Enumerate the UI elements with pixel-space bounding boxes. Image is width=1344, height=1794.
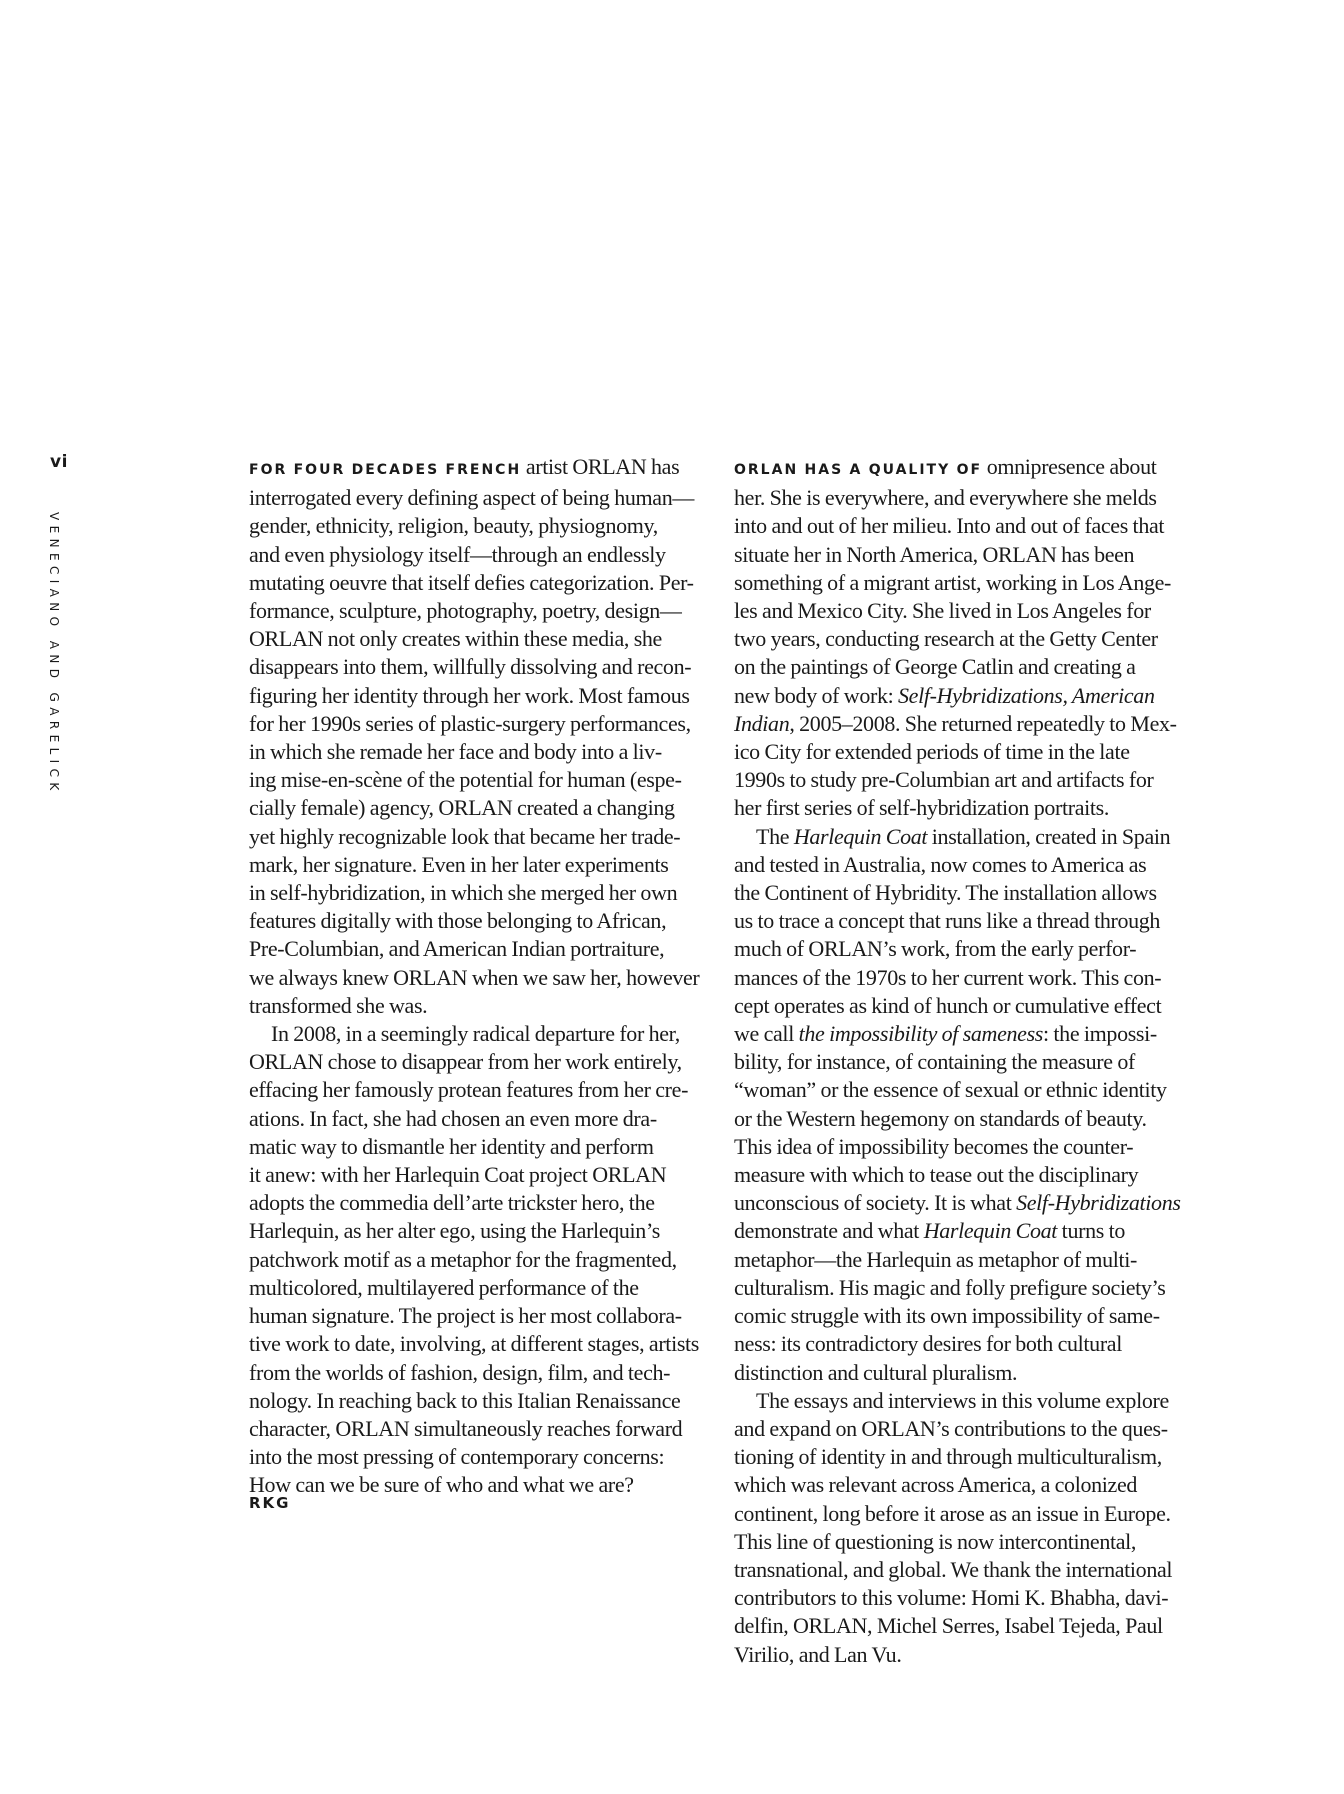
text-line: The essays and interviews in this volume explore <box>756 1387 1169 1413</box>
text-line: and expand on ORLAN’s contributions to the ques- <box>734 1415 1168 1441</box>
text-line: us to trace a concept that runs like a thread through <box>734 908 1161 934</box>
italic-title: Self-Hybridizations, American <box>898 682 1155 708</box>
page-number: vi <box>50 452 68 472</box>
text-line: delfin, ORLAN, Michel Serres, Isabel Tejeda, Paul <box>734 1613 1163 1639</box>
text-line: unconscious of society. It is what Self-Hybridizations <box>734 1190 1181 1216</box>
text-line: ing mise-en-scène of the potential for human (espe- <box>249 767 682 793</box>
text-line: Virilio, and Lan Vu. <box>734 1641 902 1667</box>
text-line: ORLAN chose to disappear from her work entirely, <box>249 1049 682 1075</box>
text-line: interrogated every defining aspect of being human— <box>249 485 695 511</box>
text-line: How can we be sure of who and what we are? <box>249 1472 634 1498</box>
lead-in-smallcaps: ORLAN HAS A QUALITY OF <box>734 462 983 478</box>
text-line: FOR FOUR DECADES FRENCH artist ORLAN has <box>249 454 680 479</box>
text-line: disappears into them, willfully dissolving and recon- <box>249 654 692 680</box>
text-line: cially female) agency, ORLAN created a changing <box>249 795 675 821</box>
text-line: metaphor—the Harlequin as metaphor of multi- <box>734 1246 1138 1272</box>
italic-title: Harlequin Coat <box>923 1218 1058 1244</box>
text-line: something of a migrant artist, working in Los Ange- <box>734 569 1172 595</box>
text-line: effacing her famously protean features from her cre- <box>249 1077 689 1103</box>
text-line: matic way to dismantle her identity and perform <box>249 1133 654 1159</box>
text-line: character, ORLAN simultaneously reaches forward <box>249 1415 683 1441</box>
text-line: ico City for extended periods of time in the late <box>734 739 1130 765</box>
text-line: ORLAN not only creates within these media, she <box>249 626 662 652</box>
text-line: continent, long before it arose as an issue in Europe. <box>734 1500 1171 1526</box>
text-line: The Harlequin Coat installation, created in Spain <box>756 823 1171 849</box>
running-head: VENECIANO AND GARELICK <box>47 512 61 796</box>
text-line: we call the impossibility of sameness: the impossi- <box>734 1021 1157 1047</box>
author-initials: RKG <box>249 1494 291 1512</box>
text-line: into and out of her milieu. Into and out of faces that <box>734 513 1165 539</box>
text-line: Harlequin, as her alter ego, using the Harlequin’s <box>249 1218 660 1244</box>
text-line: nology. In reaching back to this Italian Renaissance <box>249 1387 681 1413</box>
italic-title: Self-Hybridizations <box>1016 1190 1181 1216</box>
text-line: In 2008, in a seemingly radical departure for her, <box>271 1021 680 1047</box>
text-line: measure with which to tease out the disciplinary <box>734 1162 1139 1188</box>
text-line: which was relevant across America, a colonized <box>734 1472 1138 1498</box>
text-line: much of ORLAN’s work, from the early perfor- <box>734 936 1137 962</box>
text-line: in self-hybridization, in which she merged her own <box>249 880 678 906</box>
text-line: patchwork motif as a metaphor for the fragmented, <box>249 1246 677 1272</box>
text-line: contributors to this volume: Homi K. Bhabha, davi- <box>734 1585 1169 1611</box>
text-line: Pre-Columbian, and American Indian portraiture, <box>249 936 665 962</box>
text-line: demonstrate and what Harlequin Coat turns to <box>734 1218 1125 1244</box>
text-line: or the Western hegemony on standards of beauty. <box>734 1105 1147 1131</box>
text-line: adopts the commedia dell’arte trickster hero, the <box>249 1190 655 1216</box>
text-line: This line of questioning is now intercontinental, <box>734 1528 1137 1554</box>
text-line: yet highly recognizable look that became her trade- <box>249 823 681 849</box>
text-line: on the paintings of George Catlin and creating a <box>734 654 1136 680</box>
text-line: distinction and cultural pluralism. <box>734 1359 1018 1385</box>
text-line: ORLAN HAS A QUALITY OF omnipresence about <box>734 454 1157 479</box>
text-line: mark, her signature. Even in her later experiments <box>249 851 669 877</box>
text-line: bility, for instance, of containing the measure of <box>734 1049 1135 1075</box>
text-line: the Continent of Hybridity. The installation allows <box>734 880 1157 906</box>
text-line: situate her in North America, ORLAN has been <box>734 541 1135 567</box>
text-line: “woman” or the essence of sexual or ethnic identity <box>734 1077 1167 1103</box>
text-line: we always knew ORLAN when we saw her, however <box>249 964 700 990</box>
text-line: tioning of identity in and through multiculturalism, <box>734 1444 1162 1470</box>
text-line: cept operates as kind of hunch or cumulative effect <box>734 992 1162 1018</box>
text-line: comic struggle with its own impossibility of same- <box>734 1303 1160 1329</box>
left-column <box>249 453 719 1500</box>
text-line: ness: its contradictory desires for both cultural <box>734 1331 1122 1357</box>
right-column <box>734 453 1214 1669</box>
text-line: her first series of self-hybridization portraits. <box>734 795 1110 821</box>
text-line: tive work to date, involving, at different stages, artists <box>249 1331 700 1357</box>
text-line: les and Mexico City. She lived in Los Angeles for <box>734 598 1151 624</box>
text-line: and tested in Australia, now comes to America as <box>734 851 1147 877</box>
text-line: new body of work: Self-Hybridizations, American <box>734 682 1155 708</box>
text-line: human signature. The project is her most collabora- <box>249 1303 682 1329</box>
text-line: from the worlds of fashion, design, film, and tech- <box>249 1359 671 1385</box>
italic-title: Harlequin Coat <box>793 823 928 849</box>
lead-in-smallcaps: FOR FOUR DECADES FRENCH <box>249 462 522 478</box>
text-line: 1990s to study pre-Columbian art and artifacts for <box>734 767 1154 793</box>
text-line: Indian, 2005–2008. She returned repeatedly to Mex- <box>734 710 1177 736</box>
text-line: culturalism. His magic and folly prefigure society’s <box>734 1274 1166 1300</box>
text-line: mutating oeuvre that itself defies categorization. Per- <box>249 569 694 595</box>
text-line: her. She is everywhere, and everywhere she melds <box>734 485 1157 511</box>
text-line: figuring her identity through her work. Most famous <box>249 682 690 708</box>
italic-title: Indian <box>734 710 790 736</box>
text-line: and even physiology itself—through an endlessly <box>249 541 666 567</box>
text-line: ations. In fact, she had chosen an even more dra- <box>249 1105 657 1131</box>
italic-phrase: the impossibility of sameness <box>798 1021 1043 1047</box>
text-line: in which she remade her face and body into a liv- <box>249 739 662 765</box>
text-line: mances of the 1970s to her current work. This con- <box>734 964 1162 990</box>
text-line: two years, conducting research at the Getty Center <box>734 626 1158 652</box>
text-line: for her 1990s series of plastic-surgery performances, <box>249 710 691 736</box>
text-line: formance, sculpture, photography, poetry, design— <box>249 598 682 624</box>
text-line: multicolored, multilayered performance of the <box>249 1274 639 1300</box>
text-line: This idea of impossibility becomes the counter- <box>734 1133 1134 1159</box>
text-line: gender, ethnicity, religion, beauty, physiognomy, <box>249 513 658 539</box>
text-line: transnational, and global. We thank the international <box>734 1556 1173 1582</box>
text-line: transformed she was. <box>249 992 428 1018</box>
text-line: features digitally with those belonging to African, <box>249 908 667 934</box>
text-line: it anew: with her Harlequin Coat project ORLAN <box>249 1162 667 1188</box>
text-line: into the most pressing of contemporary concerns: <box>249 1444 665 1470</box>
